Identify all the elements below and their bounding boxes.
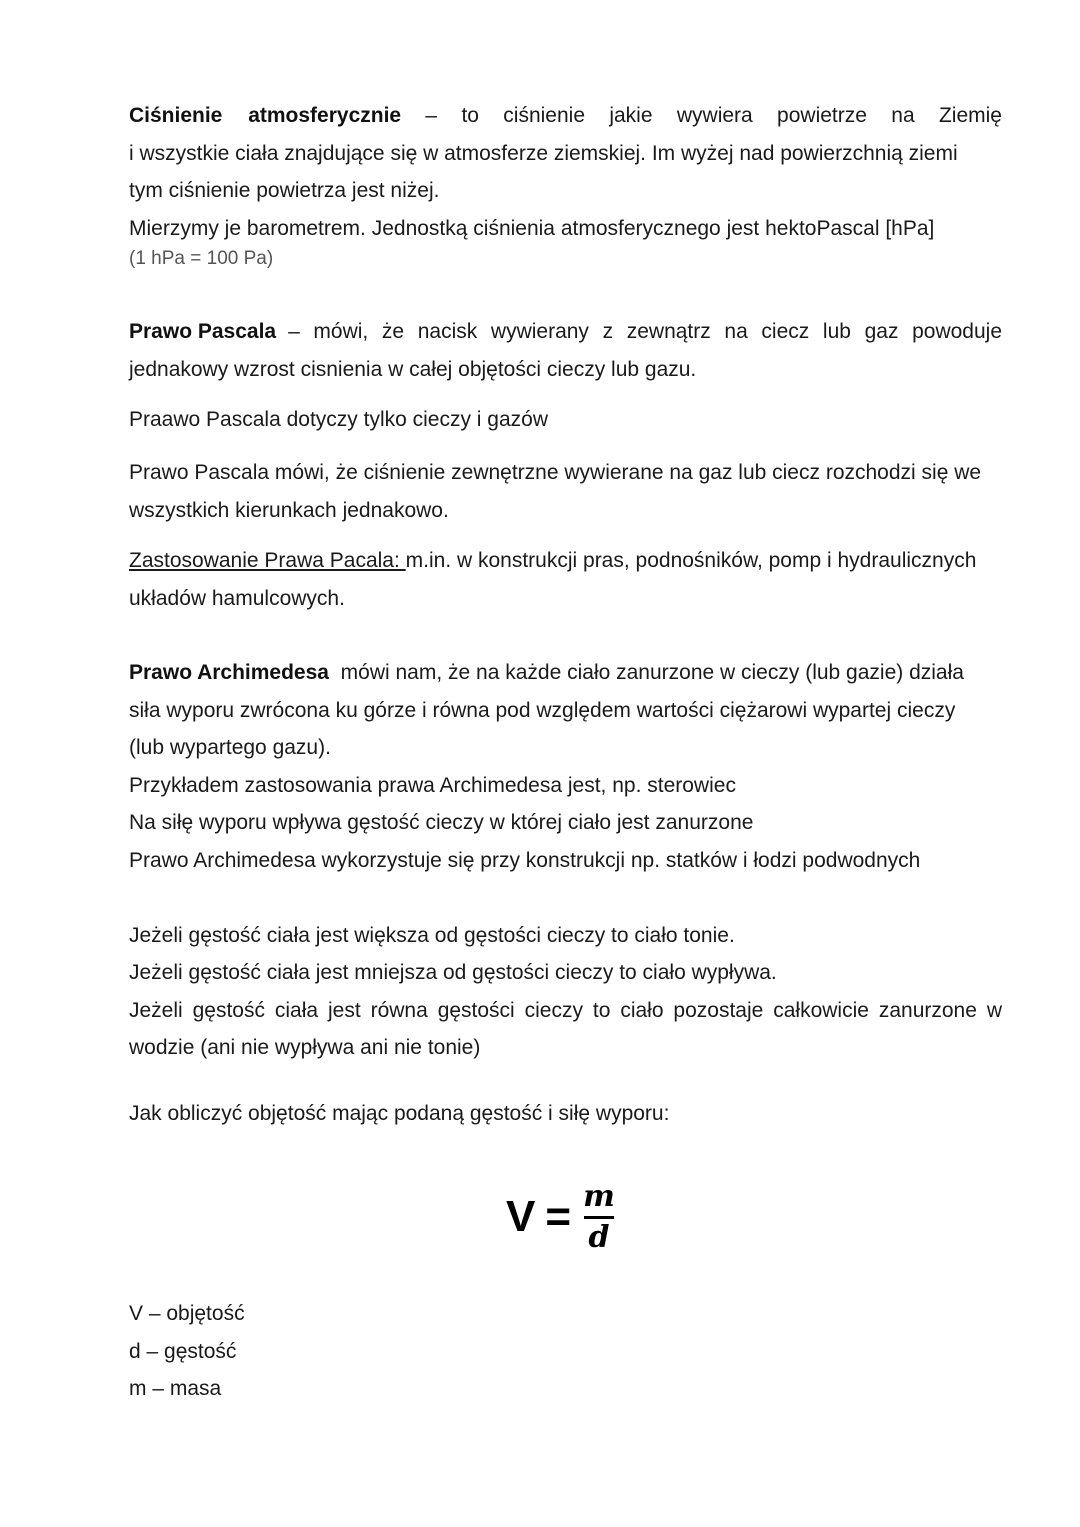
formula-fraction [583, 1180, 615, 1255]
pascal-line-1 [129, 318, 1002, 346]
pressure-word: na [891, 104, 915, 127]
pressure-line-2: i wszystkie ciała znajdujące się w atmosferze ziemskiej. Im wyżej nad powierzchnią ziemi [129, 142, 958, 165]
pascal-note: Praawo Pascala dotyczy tylko cieczy i gazów [129, 408, 549, 431]
legend-item: m – masa [129, 1377, 222, 1400]
archimedes-term: Prawo Archimedesa [129, 661, 329, 684]
pascal-application-line-1 [129, 547, 976, 575]
volume-formula [506, 1172, 615, 1262]
archimedes-line-1 [129, 659, 964, 687]
pressure-word: powietrze [777, 104, 867, 127]
archimedes-line-2: siła wyporu zwrócona ku górze i równa pod względem wartości ciężarowi wypartej cieczy [129, 699, 956, 722]
density-line-3: Jeżeli gęstość ciała jest równa gęstości cieczy to ciało pozostaje całkowicie zanurzone w [129, 999, 1002, 1022]
pressure-unit-note: (1 hPa = 100 Pa) [129, 248, 274, 269]
volume-question: Jak obliczyć objętość mając podaną gęstość i siłę wyporu: [129, 1102, 670, 1125]
pascal-application-label: Zastosowanie Prawa Pacala: [129, 549, 406, 572]
pascal-line-2: jednakowy wzrost cisnienia w całej objętości cieczy lub gazu. [129, 358, 697, 381]
pressure-word: Ziemię [938, 104, 1002, 127]
density-line-2: Jeżeli gęstość ciała jest mniejsza od gęstości cieczy to ciało wypływa. [129, 961, 777, 984]
archimedes-line-5: Na siłę wyporu wpływa gęstość cieczy w której ciało jest zanurzone [129, 811, 754, 834]
legend-item: d – gęstość [129, 1340, 237, 1363]
formula-denominator: d [588, 1219, 610, 1255]
pascal-line-1-rest: – mówi, że nacisk wywierany z zewnątrz na ciecz lub gaz powoduje [288, 320, 1002, 343]
pressure-line-4: Mierzymy je barometrem. Jednostką ciśnienia atmosferycznego jest hektoPascal [hPa] [129, 217, 935, 240]
formula-fraction-bar [584, 1216, 614, 1219]
legend-item: V – objętość [129, 1302, 245, 1325]
density-line-1: Jeżeli gęstość ciała jest większa od gęstości cieczy to ciało tonie. [129, 924, 735, 947]
density-line-4: wodzie (ani nie wypływa ani nie tonie) [129, 1036, 481, 1059]
pressure-line-1 [129, 102, 1002, 130]
formula-numerator: m [583, 1178, 615, 1214]
pascal-para2-line-1: Prawo Pascala mówi, że ciśnienie zewnętrzne wywierane na gaz lub ciecz rozchodzi się we [129, 461, 982, 484]
pressure-term: Ciśnienie atmosferycznie [129, 104, 402, 127]
archimedes-line-1-rest: mówi nam, że na każde ciało zanurzone w cieczy (lub gazie) działa [340, 661, 964, 684]
formula-equals: = [545, 1192, 572, 1241]
formula-lhs: V [506, 1192, 536, 1241]
pascal-para2-line-2: wszystkich kierunkach jednakowo. [129, 499, 449, 522]
pressure-word: ciśnienie [503, 104, 585, 127]
pressure-word: to [461, 104, 479, 127]
pressure-word: jakie [609, 104, 653, 127]
pressure-word: wywiera [676, 104, 753, 127]
archimedes-line-3: (lub wypartego gazu). [129, 736, 331, 759]
pressure-line-3: tym ciśnienie powietrza jest niżej. [129, 179, 440, 202]
archimedes-line-4: Przykładem zastosowania prawa Archimedesa jest, np. sterowiec [129, 774, 736, 797]
pascal-term: Prawo Pascala [129, 320, 277, 343]
pressure-word: – [425, 104, 438, 127]
pascal-application-text: m.in. w konstrukcji pras, podnośników, pomp i hydraulicznych [405, 549, 977, 572]
archimedes-line-6: Prawo Archimedesa wykorzystuje się przy konstrukcji np. statków i łodzi podwodnych [129, 849, 921, 872]
pascal-application-line-2: układów hamulcowych. [129, 587, 345, 610]
